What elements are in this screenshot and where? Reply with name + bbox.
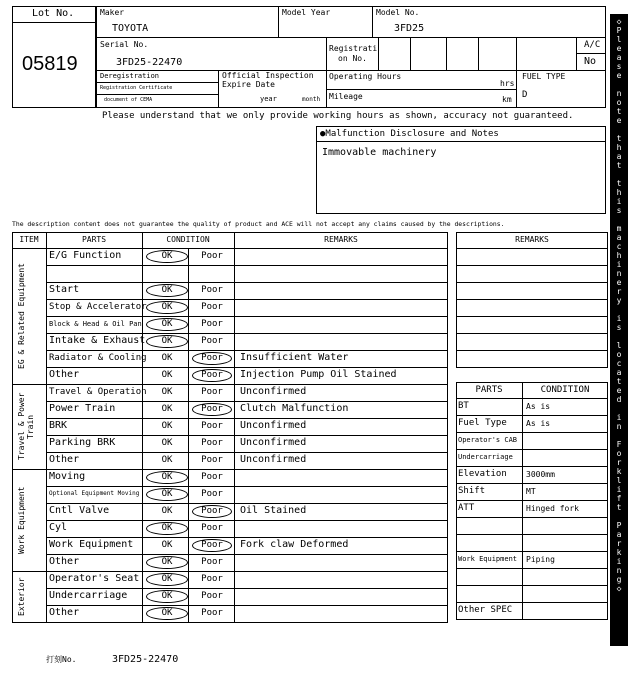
sidebar-char: d (616, 395, 622, 404)
sidebar-char: o (616, 98, 622, 107)
ac-label: A/C (584, 40, 601, 50)
sidebar-notice (610, 14, 628, 593)
ok-option: OK (161, 370, 173, 380)
spec-value: 3000mm (526, 470, 555, 479)
ok-option: OK (161, 421, 173, 431)
part-name: Other (49, 607, 80, 618)
row-line (46, 588, 448, 589)
spec-row-line (456, 551, 608, 552)
poor-option: Poor (201, 591, 223, 601)
sidebar-char: y (616, 296, 622, 305)
sidebar-char: t (616, 107, 622, 116)
sidebar-char: i (616, 197, 622, 206)
sidebar-char: e (616, 386, 622, 395)
ok-option: OK (161, 404, 173, 414)
part-name: Other (49, 369, 80, 380)
ok-option: OK (161, 251, 173, 261)
ok-circle (146, 471, 188, 484)
disclaimer: The description content does not guarantee the quality of product and ACE will not accept any claims caused by the descriptions. (12, 220, 505, 228)
sidebar-char (610, 431, 628, 440)
malfunction-box (316, 126, 606, 214)
sidebar-char: P (616, 521, 622, 530)
ok-circle (146, 488, 188, 501)
maker-value: TOYOTA (112, 23, 149, 34)
sidebar-char: i (616, 260, 622, 269)
right-row-line (456, 299, 608, 300)
header-vline-8 (478, 37, 479, 70)
header-hours-line (326, 89, 516, 90)
sidebar-char: l (616, 476, 622, 485)
sidebar-char: s (616, 323, 622, 332)
group-label-text: Work Equipment (17, 486, 26, 554)
sidebar-char: i (616, 557, 622, 566)
registration-label: Registrati (329, 44, 378, 53)
poor-option: Poor (201, 319, 223, 329)
ok-circle (146, 301, 188, 314)
row-line (46, 282, 448, 283)
spec-row-line (456, 483, 608, 484)
ok-circle (146, 556, 188, 569)
row-line (46, 350, 448, 351)
row-line (46, 384, 448, 385)
poor-option: Poor (201, 506, 223, 516)
ok-option: OK (161, 319, 173, 329)
part-name: Optional Equipment Moving (49, 490, 140, 497)
sidebar-char: ◇ (616, 584, 622, 593)
sidebar-char: i (616, 485, 622, 494)
spec-condition-header: CONDITION (540, 385, 590, 395)
part-name: Start (49, 284, 80, 295)
part-name: Parking BRK (49, 437, 116, 448)
part-name: Operator's Seat (49, 573, 140, 584)
ok-circle (146, 522, 188, 535)
spec-value: MT (526, 487, 536, 496)
ok-option: OK (161, 489, 173, 499)
model-year-label: Model Year (282, 8, 331, 17)
ok-option: OK (161, 387, 173, 397)
spec-value: As is (526, 419, 551, 428)
lot-no: 05819 (22, 53, 78, 75)
poor-option: Poor (201, 370, 223, 380)
row-line (46, 299, 448, 300)
lot-no-label: Lot No. (32, 8, 75, 19)
spec-part: Fuel Type (458, 418, 507, 428)
sidebar-char (610, 170, 628, 179)
sidebar-char: ◇ (616, 17, 622, 26)
sidebar-char: h (616, 143, 622, 152)
header-dereg-line-2 (96, 94, 218, 95)
header-vline-4 (218, 70, 219, 108)
maker-label: Maker (100, 8, 125, 17)
ok-option: OK (161, 540, 173, 550)
spec-part: Work Equipment (458, 555, 518, 563)
sidebar-char: n (616, 566, 622, 575)
sidebar-char: t (616, 161, 622, 170)
spec-part: Shift (458, 486, 486, 496)
sidebar-char: t (616, 377, 622, 386)
sidebar-char: t (616, 503, 622, 512)
header-vline-3 (326, 37, 327, 108)
dereg-cert: Registration Certificate (100, 85, 173, 91)
sidebar-char: P (616, 26, 622, 35)
remark-text: Clutch Malfunction (240, 403, 349, 414)
ok-option: OK (161, 455, 173, 465)
hours-notice: Please understand that we only provide working hours as shown, accuracy not guaranteed. (102, 111, 574, 121)
ok-option: OK (161, 557, 173, 567)
km-unit: km (502, 95, 512, 104)
inspection-label: Official Inspection (222, 71, 314, 80)
row-line (46, 435, 448, 436)
spec-value: Hinged fork (526, 504, 579, 513)
fuel-type-label: FUEL TYPE (522, 72, 566, 81)
part-name: Cyl (49, 522, 68, 533)
sidebar-char: f (616, 494, 622, 503)
sidebar-char: o (616, 449, 622, 458)
poor-option: Poor (201, 285, 223, 295)
malfunction-text: Immovable machinery (322, 147, 437, 158)
group-label-text: EG & Related Equipment (17, 263, 26, 369)
malfunction-title: ●Malfunction Disclosure and Notes (320, 129, 499, 139)
part-name: Intake & Exhaust (49, 335, 146, 346)
sidebar-char: a (616, 368, 622, 377)
sidebar-char: r (616, 539, 622, 548)
remark-text: Insufficient Water (240, 352, 349, 363)
sidebar-char: t (616, 134, 622, 143)
ac-value: No (584, 56, 597, 67)
part-name: Other (49, 556, 80, 567)
spec-row-line (456, 534, 608, 535)
poor-option: Poor (201, 251, 223, 261)
ok-circle (146, 335, 188, 348)
ok-option: OK (161, 302, 173, 312)
spec-row-line (456, 432, 608, 433)
header-vline-2 (372, 6, 373, 37)
poor-circle (192, 539, 232, 552)
sidebar-char: e (616, 44, 622, 53)
poor-option: Poor (201, 472, 223, 482)
sidebar-char (610, 215, 628, 224)
spec-part: Undercarriage (458, 453, 513, 461)
footer-label: 打刻No. (46, 655, 77, 664)
spec-row-line (456, 585, 608, 586)
sidebar-char: n (616, 89, 622, 98)
ok-circle (146, 284, 188, 297)
spec-row-line (456, 517, 608, 518)
group-label-text: Exterior (17, 577, 26, 616)
row-line (46, 367, 448, 368)
poor-circle (192, 403, 232, 416)
sidebar-char (610, 512, 628, 521)
poor-option: Poor (201, 540, 223, 550)
poor-option: Poor (201, 404, 223, 414)
remark-text: Oil Stained (240, 505, 307, 516)
poor-option: Poor (201, 489, 223, 499)
part-name: Work Equipment (49, 539, 134, 550)
ok-option: OK (161, 353, 173, 363)
poor-option: Poor (201, 557, 223, 567)
table-col-line (142, 232, 143, 622)
header-line-1 (96, 37, 606, 38)
remark-text: Injection Pump Oil Stained (240, 369, 397, 380)
sidebar-char: k (616, 467, 622, 476)
ok-option: OK (161, 472, 173, 482)
sidebar-char: i (616, 413, 622, 422)
mileage-label: Mileage (329, 92, 363, 101)
sidebar-char: h (616, 188, 622, 197)
header-item: ITEM (19, 235, 39, 244)
table-col-line (46, 232, 47, 622)
ok-circle (146, 250, 188, 263)
header-vline-6 (410, 37, 411, 70)
group-label (12, 248, 46, 384)
row-line (46, 571, 448, 572)
row-line (46, 401, 448, 402)
spec-row-line (456, 415, 608, 416)
ok-circle (146, 573, 188, 586)
part-name: BRK (49, 420, 68, 431)
row-line (46, 554, 448, 555)
sidebar-char: s (616, 206, 622, 215)
row-line (46, 537, 448, 538)
part-name: E/G Function (49, 250, 122, 261)
poor-circle (192, 352, 232, 365)
sidebar-char: e (616, 116, 622, 125)
poor-option: Poor (201, 336, 223, 346)
header-line-2 (96, 70, 606, 71)
poor-option: Poor (201, 353, 223, 363)
right-row-line (456, 265, 608, 266)
year-label: year (260, 95, 277, 103)
sidebar-char (610, 404, 628, 413)
part-name: Travel & Operation (49, 387, 147, 397)
right-row-line (456, 333, 608, 334)
poor-circle (192, 505, 232, 518)
model-no-value: 3FD25 (394, 23, 425, 34)
spec-part: Elevation (458, 469, 507, 479)
sidebar-char: a (616, 530, 622, 539)
sidebar-char: F (616, 440, 622, 449)
group-label-text: Travel & Power Train (17, 392, 35, 461)
row-line (46, 452, 448, 453)
spec-parts-header: PARTS (475, 385, 503, 395)
sidebar-char (610, 80, 628, 89)
dereg-label: Deregistration (100, 72, 160, 80)
group-label (12, 384, 46, 469)
header-dereg-line-1 (96, 82, 218, 83)
spec-value: Piping (526, 555, 555, 564)
sidebar-char: m (616, 224, 622, 233)
sidebar-char: s (616, 62, 622, 71)
model-no-label: Model No. (376, 8, 420, 17)
group-label (12, 571, 46, 622)
ok-option: OK (161, 285, 173, 295)
header-remarks: REMARKS (324, 235, 358, 244)
right-row-line (456, 350, 608, 351)
remark-text: Unconfirmed (240, 454, 307, 465)
remark-text: Unconfirmed (240, 420, 307, 431)
header-vline-7 (446, 37, 447, 70)
sidebar-char (610, 125, 628, 134)
serial-label: Serial No. (100, 40, 149, 49)
sidebar-char: k (616, 548, 622, 557)
poor-option: Poor (201, 455, 223, 465)
spec-row-line (456, 449, 608, 450)
malfunction-divider (316, 141, 606, 142)
part-name: Other (49, 454, 80, 465)
header-vline-1 (278, 6, 279, 37)
remark-text: Unconfirmed (240, 386, 307, 397)
sidebar-char: e (616, 278, 622, 287)
spec-part: ATT (458, 503, 475, 513)
location-sidebar (610, 14, 628, 646)
inspection-label-2: Expire Date (222, 80, 275, 89)
poor-option: Poor (201, 608, 223, 618)
sidebar-char: r (616, 458, 622, 467)
poor-option: Poor (201, 438, 223, 448)
spec-row-line (456, 568, 608, 569)
ok-option: OK (161, 506, 173, 516)
operating-hours-label: Operating Hours (329, 72, 402, 81)
part-name: Block & Head & Oil Pan (49, 320, 142, 328)
sidebar-char: l (616, 341, 622, 350)
part-name: Power Train (49, 403, 116, 414)
row-line (46, 520, 448, 521)
spec-part: Other SPEC (458, 605, 513, 615)
poor-circle (192, 369, 232, 382)
header-parts: PARTS (81, 235, 107, 244)
header-vline-9 (516, 37, 517, 108)
sidebar-char: l (616, 35, 622, 44)
right-remarks-box (456, 232, 608, 368)
sidebar-char: i (616, 314, 622, 323)
sidebar-char: o (616, 350, 622, 359)
hrs-unit: hrs (500, 79, 515, 88)
header-ac-line (576, 53, 606, 54)
spec-part: BT (458, 401, 469, 411)
ok-circle (146, 318, 188, 331)
poor-option: Poor (201, 421, 223, 431)
month-label: month (302, 96, 321, 103)
sidebar-char: a (616, 53, 622, 62)
part-name: Stop & Accelerator (49, 302, 147, 312)
serial-value: 3FD25-22470 (116, 57, 183, 68)
row-line (46, 316, 448, 317)
sidebar-char (610, 305, 628, 314)
part-name: Cntl Valve (49, 505, 110, 516)
group-label (12, 469, 46, 571)
right-header-line (456, 248, 608, 249)
sidebar-char: e (616, 71, 622, 80)
poor-option: Poor (201, 523, 223, 533)
condition-table (12, 232, 448, 622)
spec-table (456, 232, 608, 622)
row-line (46, 418, 448, 419)
part-name: Radiator & Cooling (49, 353, 147, 363)
sidebar-char: a (616, 233, 622, 242)
sidebar-char: c (616, 242, 622, 251)
spec-row-line (456, 602, 608, 603)
right-row-line (456, 316, 608, 317)
fuel-type-value: D (522, 90, 528, 100)
spec-header-line (456, 398, 608, 399)
row-line (46, 503, 448, 504)
sidebar-char: h (616, 251, 622, 260)
footer-value: 3FD25-22470 (112, 654, 179, 665)
spec-value: As is (526, 402, 551, 411)
sidebar-char (610, 332, 628, 341)
header-condition: CONDITION (166, 235, 210, 244)
cema-doc: document of CEMA (104, 97, 153, 103)
spec-row-line (456, 500, 608, 501)
header-vline-5 (378, 37, 379, 70)
ok-option: OK (161, 336, 173, 346)
remark-text: Fork claw Deformed (240, 539, 349, 550)
row-line (46, 333, 448, 334)
table-col-line (234, 232, 235, 622)
row-line (46, 265, 448, 266)
sidebar-char: n (616, 422, 622, 431)
ok-option: OK (161, 438, 173, 448)
part-name: Undercarriage (49, 590, 128, 601)
spec-part: Operator's CAB (458, 436, 518, 444)
right-row-line (456, 282, 608, 283)
poor-option: Poor (201, 574, 223, 584)
spec-row-line (456, 466, 608, 467)
ok-circle (146, 607, 188, 620)
registration-label-2: on No. (338, 54, 367, 63)
lot-divider (12, 22, 96, 23)
sidebar-char: r (616, 287, 622, 296)
sidebar-char: c (616, 359, 622, 368)
right-remarks-header: REMARKS (515, 235, 549, 244)
sidebar-char: n (616, 269, 622, 278)
remark-text: Unconfirmed (240, 437, 307, 448)
row-line (46, 486, 448, 487)
ok-option: OK (161, 574, 173, 584)
sidebar-char: g (616, 575, 622, 584)
row-line (46, 605, 448, 606)
poor-option: Poor (201, 302, 223, 312)
row-line (46, 469, 448, 470)
poor-option: Poor (201, 387, 223, 397)
table-header-line (12, 248, 448, 249)
ok-option: OK (161, 591, 173, 601)
sidebar-char: a (616, 152, 622, 161)
part-name: Moving (49, 471, 86, 482)
sidebar-char: t (616, 179, 622, 188)
ok-option: OK (161, 523, 173, 533)
ok-circle (146, 590, 188, 603)
ok-option: OK (161, 608, 173, 618)
